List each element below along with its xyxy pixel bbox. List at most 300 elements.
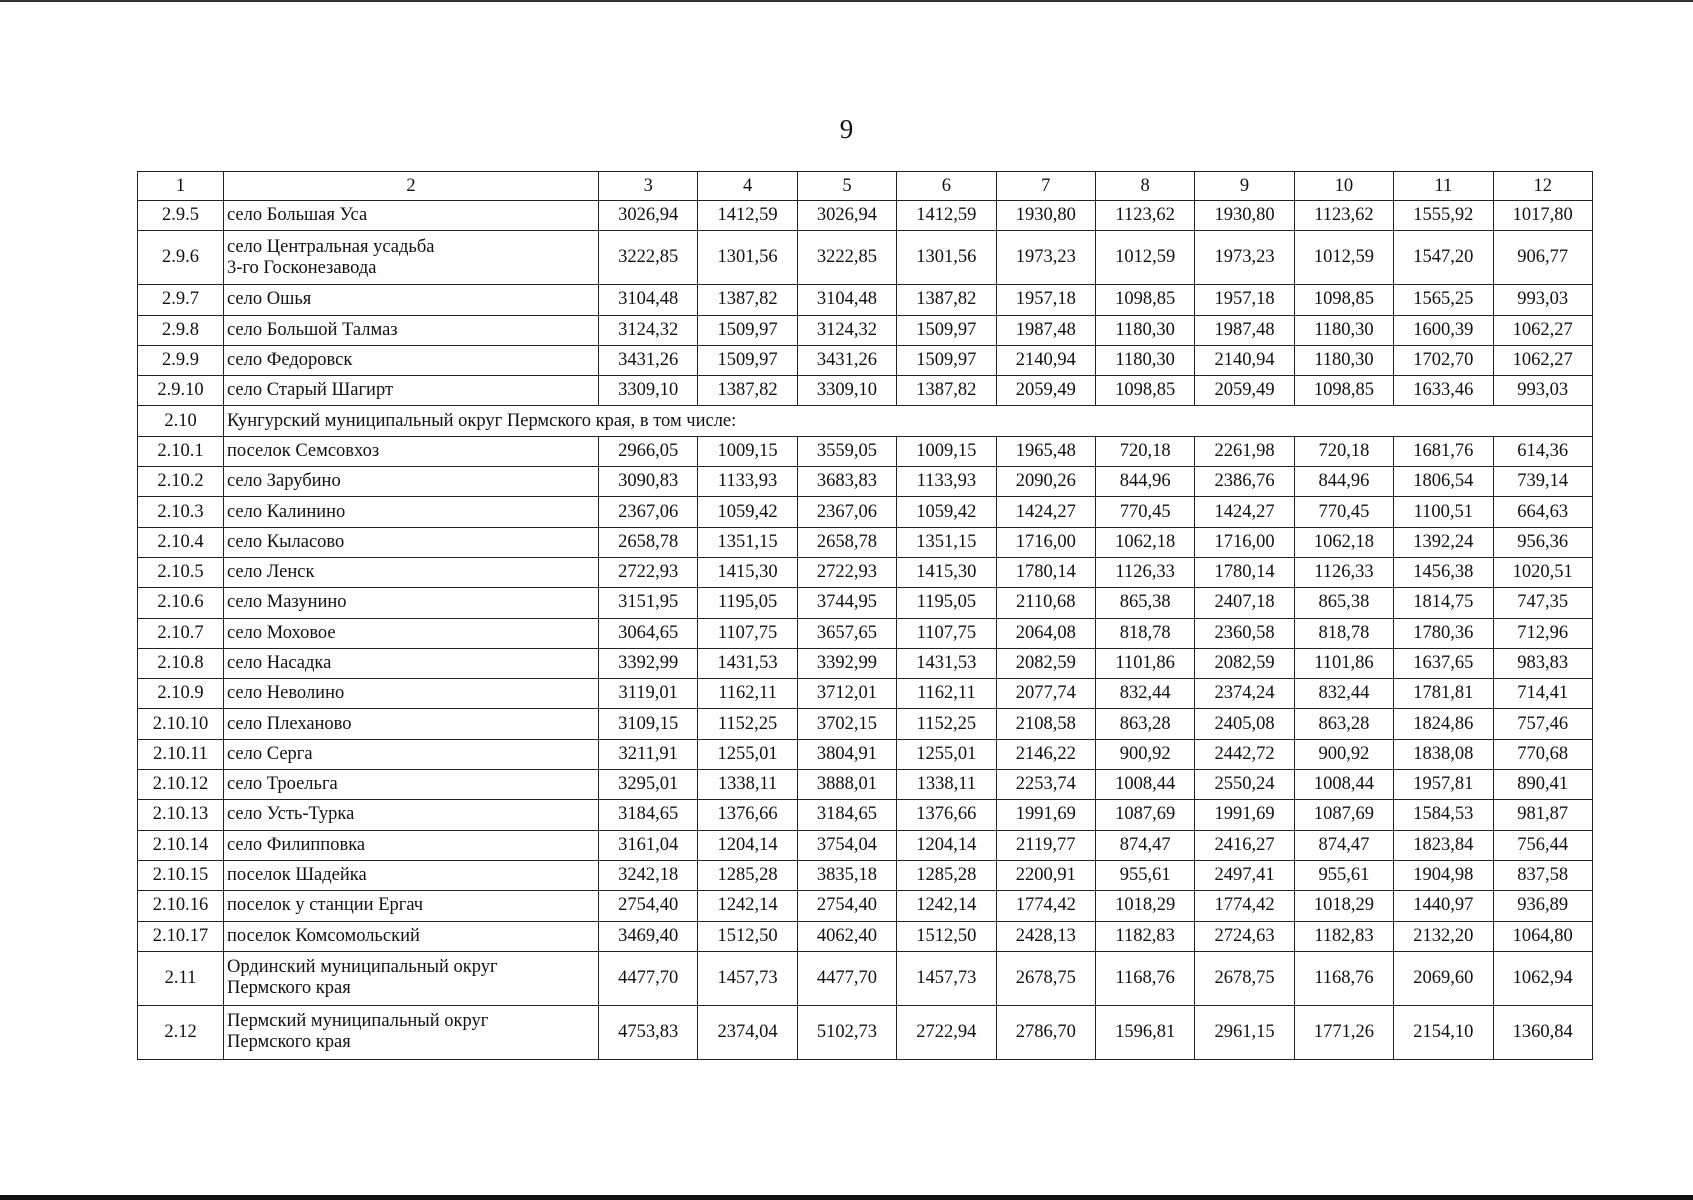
value-cell-col-11: 1440,97 <box>1394 891 1493 921</box>
value-cell-col-12: 1020,51 <box>1493 557 1592 587</box>
value-cell-col-6: 1285,28 <box>897 860 996 890</box>
value-cell-col-6: 1412,59 <box>897 201 996 231</box>
settlement-name-line: поселок Шадейка <box>227 865 367 886</box>
header-cell-col-6: 6 <box>897 172 996 201</box>
value-cell-col-7: 1957,18 <box>996 285 1095 315</box>
value-cell-col-3: 3151,95 <box>599 588 698 618</box>
value-cell-col-3: 3469,40 <box>599 921 698 951</box>
table-row <box>138 618 1593 648</box>
table-row <box>138 376 1593 406</box>
section-title: Кунгурский муниципальный округ Пермского края, в том числе: <box>224 406 1593 436</box>
value-cell-col-12: 747,35 <box>1493 588 1592 618</box>
value-cell-col-6: 1162,11 <box>897 679 996 709</box>
value-cell-col-7: 2146,22 <box>996 739 1095 769</box>
value-cell-col-6: 1059,42 <box>897 497 996 527</box>
value-cell-col-5: 4062,40 <box>797 921 896 951</box>
value-cell-col-11: 2154,10 <box>1394 1005 1493 1059</box>
value-cell-col-10: 863,28 <box>1294 709 1393 739</box>
row-code: 2.11 <box>138 951 224 1005</box>
row-code: 2.10.10 <box>138 709 224 739</box>
value-cell-col-7: 1991,69 <box>996 800 1095 830</box>
value-cell-col-8: 1126,33 <box>1095 557 1194 587</box>
value-cell-col-10: 900,92 <box>1294 739 1393 769</box>
value-cell-col-11: 2069,60 <box>1394 951 1493 1005</box>
value-cell-col-5: 3702,15 <box>797 709 896 739</box>
value-cell-col-9: 2961,15 <box>1195 1005 1294 1059</box>
row-code: 2.10.7 <box>138 618 224 648</box>
value-cell-col-7: 1965,48 <box>996 436 1095 466</box>
value-cell-col-5: 3683,83 <box>797 467 896 497</box>
page-number: 9 <box>839 114 854 144</box>
value-cell-col-10: 1168,76 <box>1294 951 1393 1005</box>
table-row <box>138 345 1593 375</box>
value-cell-col-10: 1771,26 <box>1294 1005 1393 1059</box>
value-cell-col-10: 1087,69 <box>1294 800 1393 830</box>
value-cell-col-3: 3222,85 <box>599 231 698 285</box>
value-cell-col-12: 906,77 <box>1493 231 1592 285</box>
settlement-name <box>224 376 599 406</box>
value-cell-col-8: 865,38 <box>1095 588 1194 618</box>
value-cell-col-7: 2090,26 <box>996 467 1095 497</box>
value-cell-col-10: 1101,86 <box>1294 648 1393 678</box>
value-cell-col-8: 1008,44 <box>1095 770 1194 800</box>
settlement-name <box>224 285 599 315</box>
tariff-table <box>137 171 1593 1060</box>
value-cell-col-11: 1957,81 <box>1394 770 1493 800</box>
value-cell-col-10: 1098,85 <box>1294 285 1393 315</box>
table-row <box>138 315 1593 345</box>
value-cell-col-9: 1957,18 <box>1195 285 1294 315</box>
value-cell-col-4: 1162,11 <box>698 679 797 709</box>
value-cell-col-12: 757,46 <box>1493 709 1592 739</box>
settlement-name-line: Пермского края <box>227 1032 351 1053</box>
table-row <box>138 201 1593 231</box>
value-cell-col-9: 2374,24 <box>1195 679 1294 709</box>
header-cell-col-10: 10 <box>1294 172 1393 201</box>
table-row <box>138 860 1593 890</box>
value-cell-col-4: 1431,53 <box>698 648 797 678</box>
header-cell-col-12: 12 <box>1493 172 1592 201</box>
value-cell-col-8: 1101,86 <box>1095 648 1194 678</box>
value-cell-col-6: 1009,15 <box>897 436 996 466</box>
value-cell-col-8: 770,45 <box>1095 497 1194 527</box>
scan-edge-bottom <box>0 1195 1693 1200</box>
value-cell-col-8: 1062,18 <box>1095 527 1194 557</box>
value-cell-col-10: 1062,18 <box>1294 527 1393 557</box>
value-cell-col-8: 1168,76 <box>1095 951 1194 1005</box>
row-code: 2.9.7 <box>138 285 224 315</box>
table-row <box>138 436 1593 466</box>
settlement-name-line: село Ошья <box>227 289 312 310</box>
value-cell-col-10: 770,45 <box>1294 497 1393 527</box>
value-cell-col-12: 664,63 <box>1493 497 1592 527</box>
row-code: 2.10.11 <box>138 739 224 769</box>
value-cell-col-7: 2678,75 <box>996 951 1095 1005</box>
header-cell-col-1: 1 <box>138 172 224 201</box>
value-cell-col-3: 3109,15 <box>599 709 698 739</box>
value-cell-col-3: 2754,40 <box>599 891 698 921</box>
value-cell-col-11: 1806,54 <box>1394 467 1493 497</box>
value-cell-col-6: 1431,53 <box>897 648 996 678</box>
settlement-name-line: село Усть-Турка <box>227 804 355 825</box>
value-cell-col-5: 2722,93 <box>797 557 896 587</box>
value-cell-col-10: 1123,62 <box>1294 201 1393 231</box>
settlement-name <box>224 830 599 860</box>
value-cell-col-4: 1512,50 <box>698 921 797 951</box>
value-cell-col-12: 890,41 <box>1493 770 1592 800</box>
value-cell-col-7: 2200,91 <box>996 860 1095 890</box>
value-cell-col-9: 1987,48 <box>1195 315 1294 345</box>
row-code: 2.10.4 <box>138 527 224 557</box>
settlement-name <box>224 436 599 466</box>
settlement-name-line: село Троельга <box>227 774 338 795</box>
value-cell-col-6: 1152,25 <box>897 709 996 739</box>
value-cell-col-8: 1182,83 <box>1095 921 1194 951</box>
settlement-name-line: село Моховое <box>227 622 336 643</box>
value-cell-col-3: 3431,26 <box>599 345 698 375</box>
value-cell-col-11: 1456,38 <box>1394 557 1493 587</box>
value-cell-col-7: 2082,59 <box>996 648 1095 678</box>
value-cell-col-4: 1509,97 <box>698 315 797 345</box>
value-cell-col-8: 955,61 <box>1095 860 1194 890</box>
value-cell-col-5: 3657,65 <box>797 618 896 648</box>
value-cell-col-4: 1338,11 <box>698 770 797 800</box>
settlement-name <box>224 739 599 769</box>
value-cell-col-3: 2658,78 <box>599 527 698 557</box>
value-cell-col-3: 4753,83 <box>599 1005 698 1059</box>
value-cell-col-8: 818,78 <box>1095 618 1194 648</box>
value-cell-col-5: 2367,06 <box>797 497 896 527</box>
value-cell-col-11: 1547,20 <box>1394 231 1493 285</box>
value-cell-col-11: 1633,46 <box>1394 376 1493 406</box>
value-cell-col-10: 1182,83 <box>1294 921 1393 951</box>
value-cell-col-7: 1780,14 <box>996 557 1095 587</box>
value-cell-col-4: 1242,14 <box>698 891 797 921</box>
row-code: 2.9.5 <box>138 201 224 231</box>
table-row <box>138 951 1593 1005</box>
value-cell-col-8: 900,92 <box>1095 739 1194 769</box>
value-cell-col-11: 1555,92 <box>1394 201 1493 231</box>
row-code: 2.10.9 <box>138 679 224 709</box>
value-cell-col-8: 844,96 <box>1095 467 1194 497</box>
table-row <box>138 679 1593 709</box>
value-cell-col-9: 1774,42 <box>1195 891 1294 921</box>
value-cell-col-11: 1904,98 <box>1394 860 1493 890</box>
value-cell-col-7: 2108,58 <box>996 709 1095 739</box>
row-code: 2.10.16 <box>138 891 224 921</box>
value-cell-col-6: 1509,97 <box>897 345 996 375</box>
value-cell-col-11: 1100,51 <box>1394 497 1493 527</box>
value-cell-col-11: 1838,08 <box>1394 739 1493 769</box>
header-cell-col-4: 4 <box>698 172 797 201</box>
row-code: 2.10.15 <box>138 860 224 890</box>
value-cell-col-6: 1387,82 <box>897 285 996 315</box>
value-cell-col-3: 3161,04 <box>599 830 698 860</box>
value-cell-col-11: 2132,20 <box>1394 921 1493 951</box>
value-cell-col-8: 1098,85 <box>1095 285 1194 315</box>
value-cell-col-9: 2405,08 <box>1195 709 1294 739</box>
value-cell-col-9: 2360,58 <box>1195 618 1294 648</box>
settlement-name <box>224 618 599 648</box>
table-header-row <box>138 172 1593 201</box>
table-row <box>138 800 1593 830</box>
value-cell-col-3: 4477,70 <box>599 951 698 1005</box>
settlement-name-line: 3-го Госконезавода <box>227 257 377 278</box>
settlement-name-line: Пермский муниципальный округ <box>227 1011 489 1032</box>
header-cell-col-11: 11 <box>1394 172 1493 201</box>
value-cell-col-5: 3559,05 <box>797 436 896 466</box>
settlement-name-line: село Филипповка <box>227 834 366 855</box>
table-row <box>138 231 1593 285</box>
row-code: 2.10.17 <box>138 921 224 951</box>
value-cell-col-5: 3309,10 <box>797 376 896 406</box>
table-row <box>138 830 1593 860</box>
value-cell-col-3: 3104,48 <box>599 285 698 315</box>
row-code: 2.10.14 <box>138 830 224 860</box>
value-cell-col-3: 3211,91 <box>599 739 698 769</box>
value-cell-col-5: 3754,04 <box>797 830 896 860</box>
value-cell-col-5: 3184,65 <box>797 800 896 830</box>
settlement-name-line: село Кыласово <box>227 531 345 552</box>
value-cell-col-11: 1702,70 <box>1394 345 1493 375</box>
row-code: 2.12 <box>138 1005 224 1059</box>
table-row <box>138 891 1593 921</box>
table-body <box>138 172 1593 1060</box>
settlement-name <box>224 467 599 497</box>
settlement-name <box>224 588 599 618</box>
value-cell-col-8: 832,44 <box>1095 679 1194 709</box>
value-cell-col-12: 993,03 <box>1493 376 1592 406</box>
header-cell-col-2: 2 <box>224 172 599 201</box>
value-cell-col-8: 1123,62 <box>1095 201 1194 231</box>
value-cell-col-9: 2678,75 <box>1195 951 1294 1005</box>
settlement-name-line: село Насадка <box>227 653 332 673</box>
value-cell-col-4: 1387,82 <box>698 376 797 406</box>
row-code: 2.10.6 <box>138 588 224 618</box>
value-cell-col-10: 818,78 <box>1294 618 1393 648</box>
value-cell-col-6: 1509,97 <box>897 315 996 345</box>
row-code: 2.10.5 <box>138 557 224 587</box>
value-cell-col-7: 2428,13 <box>996 921 1095 951</box>
value-cell-col-12: 956,36 <box>1493 527 1592 557</box>
value-cell-col-3: 2367,06 <box>599 497 698 527</box>
value-cell-col-9: 1930,80 <box>1195 201 1294 231</box>
value-cell-col-10: 844,96 <box>1294 467 1393 497</box>
value-cell-col-9: 2059,49 <box>1195 376 1294 406</box>
value-cell-col-12: 614,36 <box>1493 436 1592 466</box>
value-cell-col-9: 2082,59 <box>1195 648 1294 678</box>
value-cell-col-11: 1780,36 <box>1394 618 1493 648</box>
value-cell-col-4: 1107,75 <box>698 618 797 648</box>
value-cell-col-9: 1424,27 <box>1195 497 1294 527</box>
settlement-name-line: село Большая Уса <box>227 205 368 226</box>
value-cell-col-7: 2077,74 <box>996 679 1095 709</box>
value-cell-col-6: 1107,75 <box>897 618 996 648</box>
settlement-name-line: поселок Комсомольский <box>227 925 420 946</box>
value-cell-col-9: 1973,23 <box>1195 231 1294 285</box>
row-code: 2.10.13 <box>138 800 224 830</box>
value-cell-col-11: 1824,86 <box>1394 709 1493 739</box>
value-cell-col-12: 993,03 <box>1493 285 1592 315</box>
table-row <box>138 921 1593 951</box>
value-cell-col-5: 3026,94 <box>797 201 896 231</box>
settlement-name-line: Ординский муниципальный округ <box>227 957 498 978</box>
value-cell-col-11: 1392,24 <box>1394 527 1493 557</box>
row-code: 2.9.9 <box>138 345 224 375</box>
settlement-name <box>224 497 599 527</box>
value-cell-col-9: 2497,41 <box>1195 860 1294 890</box>
value-cell-col-8: 1596,81 <box>1095 1005 1194 1059</box>
value-cell-col-10: 1126,33 <box>1294 557 1393 587</box>
value-cell-col-6: 1255,01 <box>897 739 996 769</box>
value-cell-col-12: 739,14 <box>1493 467 1592 497</box>
settlement-name <box>224 679 599 709</box>
table-row <box>138 285 1593 315</box>
value-cell-col-10: 1018,29 <box>1294 891 1393 921</box>
value-cell-col-7: 1716,00 <box>996 527 1095 557</box>
value-cell-col-4: 1376,66 <box>698 800 797 830</box>
settlement-name-line: село Калинино <box>227 501 346 522</box>
value-cell-col-4: 1387,82 <box>698 285 797 315</box>
value-cell-col-8: 1018,29 <box>1095 891 1194 921</box>
value-cell-col-8: 863,28 <box>1095 709 1194 739</box>
value-cell-col-9: 1716,00 <box>1195 527 1294 557</box>
table-row <box>138 739 1593 769</box>
value-cell-col-6: 1338,11 <box>897 770 996 800</box>
value-cell-col-11: 1781,81 <box>1394 679 1493 709</box>
value-cell-col-5: 3124,32 <box>797 315 896 345</box>
value-cell-col-11: 1600,39 <box>1394 315 1493 345</box>
table-row <box>138 497 1593 527</box>
value-cell-col-8: 1180,30 <box>1095 315 1194 345</box>
value-cell-col-5: 3431,26 <box>797 345 896 375</box>
value-cell-col-6: 1242,14 <box>897 891 996 921</box>
value-cell-col-6: 1204,14 <box>897 830 996 860</box>
value-cell-col-4: 1509,97 <box>698 345 797 375</box>
value-cell-col-5: 3712,01 <box>797 679 896 709</box>
value-cell-col-11: 1584,53 <box>1394 800 1493 830</box>
settlement-name-line: село Федоровск <box>227 350 353 371</box>
settlement-name-line: село Большой Талмаз <box>227 319 398 340</box>
value-cell-col-4: 1255,01 <box>698 739 797 769</box>
value-cell-col-10: 720,18 <box>1294 436 1393 466</box>
row-code: 2.9.8 <box>138 315 224 345</box>
table-row <box>138 588 1593 618</box>
value-cell-col-6: 1387,82 <box>897 376 996 406</box>
settlement-name <box>224 891 599 921</box>
table-row <box>138 770 1593 800</box>
settlement-name <box>224 648 599 678</box>
value-cell-col-10: 865,38 <box>1294 588 1393 618</box>
value-cell-col-7: 2064,08 <box>996 618 1095 648</box>
value-cell-col-5: 3222,85 <box>797 231 896 285</box>
settlement-name-line: поселок Семсовхоз <box>227 440 380 461</box>
value-cell-col-6: 1457,73 <box>897 951 996 1005</box>
value-cell-col-11: 1814,75 <box>1394 588 1493 618</box>
header-cell-col-9: 9 <box>1195 172 1294 201</box>
value-cell-col-8: 1098,85 <box>1095 376 1194 406</box>
table-row <box>138 1005 1593 1059</box>
value-cell-col-4: 1152,25 <box>698 709 797 739</box>
value-cell-col-12: 1064,80 <box>1493 921 1592 951</box>
value-cell-col-5: 3392,99 <box>797 648 896 678</box>
value-cell-col-10: 1180,30 <box>1294 315 1393 345</box>
value-cell-col-4: 1133,93 <box>698 467 797 497</box>
value-cell-col-4: 1415,30 <box>698 557 797 587</box>
settlement-name <box>224 201 599 231</box>
scan-edge-top <box>0 0 1693 2</box>
settlement-name <box>224 800 599 830</box>
value-cell-col-6: 1301,56 <box>897 231 996 285</box>
section-row <box>138 406 1593 436</box>
value-cell-col-5: 4477,70 <box>797 951 896 1005</box>
header-cell-col-5: 5 <box>797 172 896 201</box>
value-cell-col-11: 1565,25 <box>1394 285 1493 315</box>
value-cell-col-9: 2407,18 <box>1195 588 1294 618</box>
value-cell-col-3: 2966,05 <box>599 436 698 466</box>
settlement-name-line: село Мазунино <box>227 592 347 613</box>
row-code: 2.10.1 <box>138 436 224 466</box>
value-cell-col-9: 2550,24 <box>1195 770 1294 800</box>
settlement-name <box>224 709 599 739</box>
value-cell-col-3: 2722,93 <box>599 557 698 587</box>
table-row <box>138 709 1593 739</box>
value-cell-col-5: 3888,01 <box>797 770 896 800</box>
value-cell-col-7: 2140,94 <box>996 345 1095 375</box>
value-cell-col-5: 5102,73 <box>797 1005 896 1059</box>
value-cell-col-12: 1062,27 <box>1493 315 1592 345</box>
value-cell-col-6: 1376,66 <box>897 800 996 830</box>
value-cell-col-9: 2442,72 <box>1195 739 1294 769</box>
value-cell-col-7: 1774,42 <box>996 891 1095 921</box>
value-cell-col-5: 3744,95 <box>797 588 896 618</box>
table-row <box>138 467 1593 497</box>
value-cell-col-9: 2386,76 <box>1195 467 1294 497</box>
settlement-name-line: Пермского края <box>227 978 351 999</box>
value-cell-col-9: 2416,27 <box>1195 830 1294 860</box>
value-cell-col-7: 1930,80 <box>996 201 1095 231</box>
row-code: 2.10.12 <box>138 770 224 800</box>
value-cell-col-5: 2754,40 <box>797 891 896 921</box>
value-cell-col-10: 1180,30 <box>1294 345 1393 375</box>
value-cell-col-12: 770,68 <box>1493 739 1592 769</box>
table-row <box>138 648 1593 678</box>
table-row <box>138 527 1593 557</box>
settlement-name <box>224 860 599 890</box>
value-cell-col-8: 1012,59 <box>1095 231 1194 285</box>
value-cell-col-9: 2724,63 <box>1195 921 1294 951</box>
settlement-name-line: село Серга <box>227 743 313 764</box>
value-cell-col-10: 1098,85 <box>1294 376 1393 406</box>
row-code: 2.10 <box>138 406 224 436</box>
value-cell-col-10: 874,47 <box>1294 830 1393 860</box>
row-code: 2.10.8 <box>138 648 224 678</box>
value-cell-col-6: 1415,30 <box>897 557 996 587</box>
settlement-name <box>224 231 599 285</box>
value-cell-col-7: 1987,48 <box>996 315 1095 345</box>
value-cell-col-6: 1195,05 <box>897 588 996 618</box>
value-cell-col-7: 1424,27 <box>996 497 1095 527</box>
value-cell-col-12: 983,83 <box>1493 648 1592 678</box>
value-cell-col-3: 3184,65 <box>599 800 698 830</box>
settlement-name <box>224 951 599 1005</box>
value-cell-col-12: 936,89 <box>1493 891 1592 921</box>
settlement-name <box>224 1005 599 1059</box>
settlement-name-line: поселок у станции Ергач <box>227 895 424 916</box>
value-cell-col-8: 874,47 <box>1095 830 1194 860</box>
value-cell-col-4: 1195,05 <box>698 588 797 618</box>
settlement-name-line: село Неволино <box>227 683 345 704</box>
